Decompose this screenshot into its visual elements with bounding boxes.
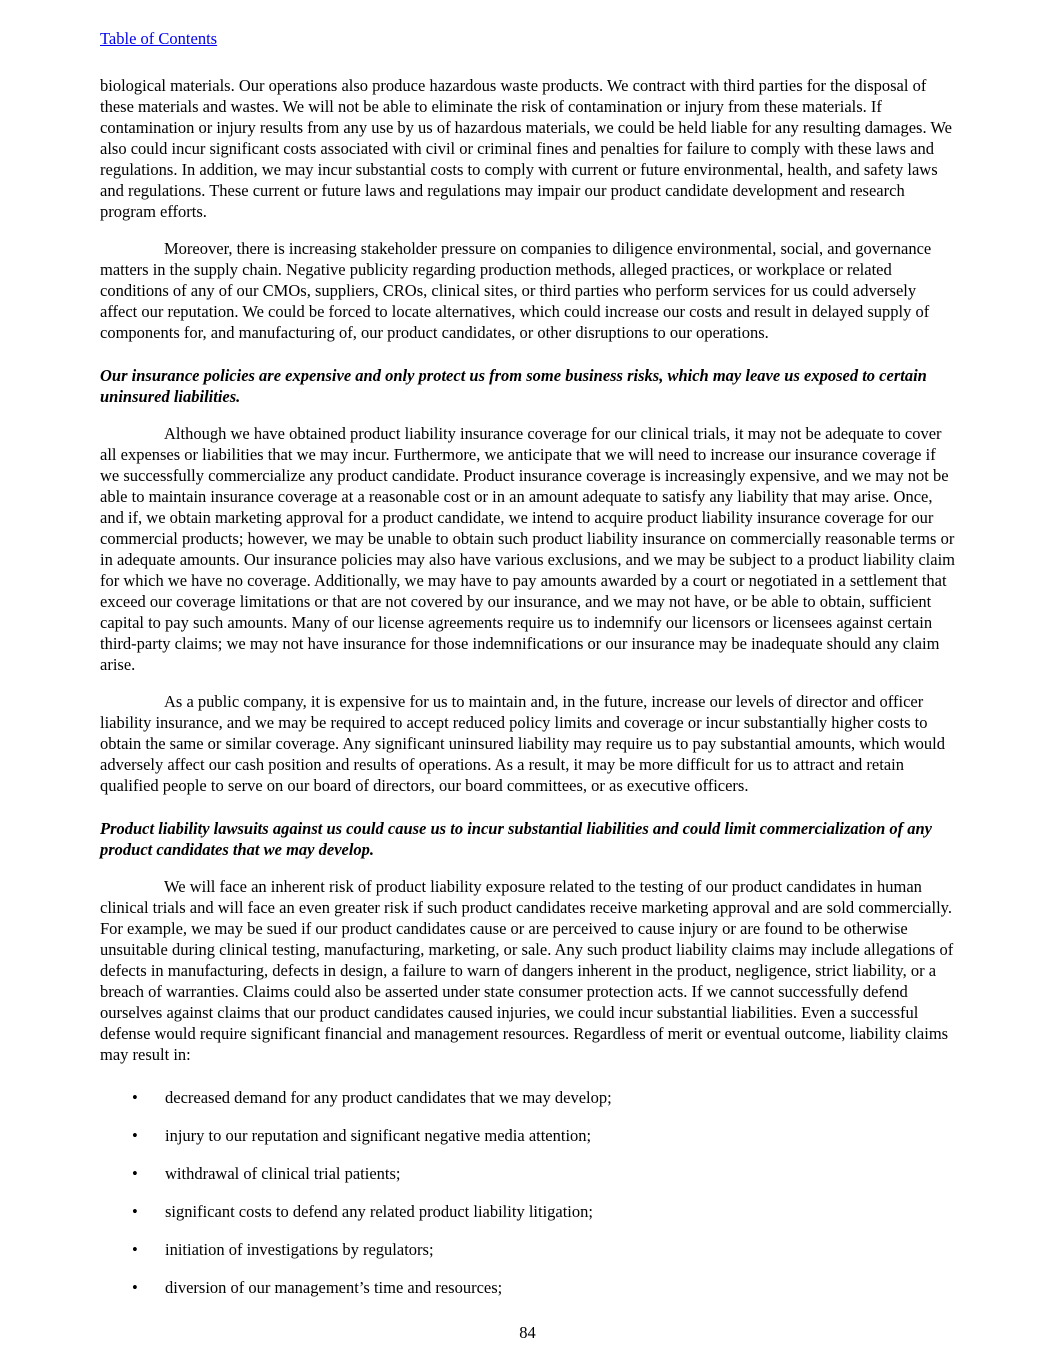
body-paragraph: biological materials. Our operations also produce hazardous waste products. We contract with third parties for the disposal of these materials and wastes. We will not be able to eliminate the risk of contamination or injury from these materials. If contamination or injury results from any use by us of hazardous materials, we could be held liable for any resulting damages. We also could incur significant costs associated with civil or criminal fines and penalties for failure to comply with these laws and regulations. In addition, we may incur substantial costs to comply with current or future environmental, health, and safety laws and regulations. These current or future laws and regulations may impair our product candidate development and research program efforts.: [100, 76, 953, 221]
list-item: [100, 1239, 955, 1260]
risk-factor-heading: Product liability lawsuits against us could cause us to incur substantial liabilities and could limit commercialization of any product candidates that we may develop.: [100, 819, 932, 859]
bullet-icon: •: [132, 1202, 138, 1221]
list-item: [100, 1163, 955, 1184]
bullet-icon: •: [132, 1088, 138, 1107]
bullet-icon: •: [132, 1278, 138, 1297]
bullet-item-text: diversion of our management’s time and resources;: [165, 1278, 503, 1297]
body-paragraph: We will face an inherent risk of product liability exposure related to the testing of our product candidates in human clinical trials and will face an even greater risk if such product candidates receive marketing approval and are sold commercially. For example, we may be sued if our product candidates cause or are perceived to cause injury or are found to be otherwise unsuitable during clinical testing, manufacturing, marketing, or sale. Any such product liability claims may include allegations of defects in manufacturing, defects in design, a failure to warn of dangers inherent in the product, negligence, strict liability, or a breach of warranties. Claims could also be asserted under state consumer protection acts. If we cannot successfully defend ourselves against claims that our product candidates caused injuries, we could incur substantial liabilities. Even a successful defense would require significant financial and management resources. Regardless of merit or eventual outcome, liability claims may result in:: [100, 877, 954, 1064]
page-number: 84: [519, 1323, 536, 1342]
bullet-item-text: withdrawal of clinical trial patients;: [165, 1164, 401, 1183]
bullet-icon: •: [132, 1126, 138, 1145]
bullet-list: [100, 1087, 955, 1298]
list-item: [100, 1125, 955, 1146]
list-item: [100, 1087, 955, 1108]
list-item: [100, 1277, 955, 1298]
body-paragraph: Although we have obtained product liability insurance coverage for our clinical trials, it may not be adequate to cover all expenses or liabilities that we may incur. Furthermore, we anticipate that we will need to increase our insurance coverage if we successfully commercialize any product candidate. Product insurance coverage is increasingly expensive, and we may not be able to maintain insurance coverage at a reasonable cost or in an amount adequate to satisfy any liability that may arise. Once, and if, we obtain marketing approval for a product candidate, we intend to acquire product liability insurance coverage for our commercial products; however, we may be unable to obtain such product liability insurance on commercially reasonable terms or in adequate amounts. Our insurance policies may also have various exclusions, and we may be subject to a product liability claim for which we have no coverage. Additionally, we may have to pay amounts awarded by a court or negotiated in a settlement that exceed our coverage limitations or that are not covered by our insurance, and we may not have, or be able to obtain, sufficient capital to pay such amounts. Many of our license agreements require us to indemnify our licensors or licensees against certain third-party claims; we may not have insurance for those indemnifications or our insurance may be inadequate should any claim arise.: [100, 424, 956, 674]
bullet-item-text: injury to our reputation and significant negative media attention;: [165, 1126, 592, 1145]
bullet-item-text: decreased demand for any product candidates that we may develop;: [165, 1088, 612, 1107]
bullet-item-text: initiation of investigations by regulators;: [165, 1240, 434, 1259]
bullet-icon: •: [132, 1164, 138, 1183]
bullet-item-text: significant costs to defend any related product liability litigation;: [165, 1202, 593, 1221]
table-of-contents-link[interactable]: Table of Contents: [100, 29, 218, 48]
body-paragraph: Moreover, there is increasing stakeholder pressure on companies to diligence environmental, social, and governance matters in the supply chain. Negative publicity regarding production methods, alleged practices, or workplace or related conditions of any of our CMOs, suppliers, CROs, clinical sites, or third parties who perform services for us could adversely affect our reputation. We could be forced to locate alternatives, which could increase our costs and result in delayed supply of components for, and manufacturing of, our product candidates, or other disruptions to our operations.: [100, 239, 932, 342]
bullet-icon: •: [132, 1240, 138, 1259]
list-item: [100, 1201, 955, 1222]
risk-factor-heading: Our insurance policies are expensive and only protect us from some business risks, which may leave us exposed to certain uninsured liabilities.: [100, 366, 927, 406]
body-paragraph: As a public company, it is expensive for us to maintain and, in the future, increase our levels of director and officer liability insurance, and we may be required to accept reduced policy limits and coverage or incur substantially higher costs to obtain the same or similar coverage. Any significant uninsured liability may require us to pay substantial amounts, which would adversely affect our cash position and results of operations. As a result, it may be more difficult for us to attract and retain qualified people to serve on our board of directors, our board committees, or as executive officers.: [100, 692, 945, 795]
